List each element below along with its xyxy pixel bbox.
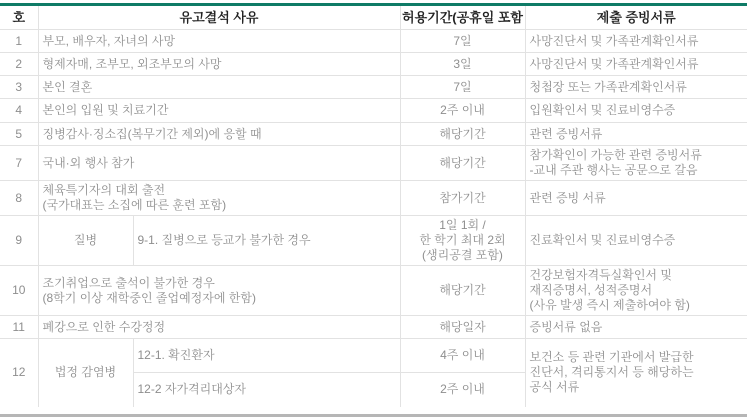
- period-line: (생리공결 포함): [422, 248, 503, 262]
- cell-sub-reason: 12-2 자가격리대상자: [133, 373, 400, 407]
- cell-docs: [525, 146, 747, 181]
- cell-docs: 진료확인서 및 진료비영수증: [525, 216, 747, 266]
- reason-line: (국가대표는 소집에 따른 훈련 포함): [42, 198, 227, 212]
- cell-docs: 사망진단서 및 가족관계확인서류: [525, 53, 747, 76]
- cell-sub-reason: 12-1. 확진환자: [133, 339, 400, 373]
- cell-sub-reason: 9-1. 질병으로 등교가 불가한 경우: [133, 216, 400, 266]
- cell-docs: [525, 266, 747, 316]
- cell-no: 1: [0, 30, 38, 53]
- col-header-docs: 제출 증빙서류: [525, 5, 747, 30]
- cell-docs: 사망진단서 및 가족관계확인서류: [525, 30, 747, 53]
- cell-no: 7: [0, 146, 38, 181]
- table-row: [0, 30, 747, 53]
- docs-line: -교내 주관 행사는 공문으로 갈음: [529, 163, 698, 177]
- cell-docs: 입원확인서 및 진료비영수증: [525, 99, 747, 123]
- docs-line: 건강보험자격득실확인서 및: [529, 268, 672, 282]
- cell-period: 7일: [400, 76, 525, 99]
- cell-docs: 증빙서류 없음: [525, 316, 747, 339]
- cell-no: 3: [0, 76, 38, 99]
- cell-no: 9: [0, 216, 38, 266]
- cell-reason: [38, 266, 400, 316]
- bottom-divider: [0, 414, 747, 417]
- cell-reason: 부모, 배우자, 자녀의 사망: [38, 30, 400, 53]
- cell-docs: 관련 증빙 서류: [525, 181, 747, 216]
- cell-no: 2: [0, 53, 38, 76]
- docs-line: (사유 발생 즉시 제출하여야 함): [529, 298, 690, 312]
- cell-reason: 본인의 입원 및 치료기간: [38, 99, 400, 123]
- table-row: [0, 53, 747, 76]
- table-row: [0, 123, 747, 146]
- table-row: [0, 266, 747, 316]
- cell-reason: 징병감사·징소집(복무기간 제외)에 응할 때: [38, 123, 400, 146]
- table-row: [0, 181, 747, 216]
- header-row: [0, 5, 747, 30]
- cell-no: 4: [0, 99, 38, 123]
- col-header-no: 호: [0, 5, 38, 30]
- table-row: [0, 146, 747, 181]
- absence-rules-table: [0, 3, 747, 407]
- cell-reason: 본인 결혼: [38, 76, 400, 99]
- cell-no: 8: [0, 181, 38, 216]
- period-line: 한 학기 최대 2회: [419, 233, 506, 247]
- cell-no: 12: [0, 339, 38, 407]
- docs-line: 참가확인이 가능한 관련 증빙서류: [529, 148, 702, 162]
- period-line: 1일 1회 /: [439, 218, 486, 232]
- cell-no: 5: [0, 123, 38, 146]
- docs-line: 진단서, 격리통지서 등 해당하는: [529, 365, 694, 380]
- cell-docs: 청첩장 또는 가족관계확인서류: [525, 76, 747, 99]
- table-row: [0, 339, 747, 373]
- cell-period: 7일: [400, 30, 525, 53]
- reason-line: 체육특기자의 대회 출전: [42, 183, 166, 197]
- reason-line: 조기취업으로 출석이 불가한 경우: [42, 275, 215, 290]
- cell-reason: 국내·외 행사 참가: [38, 146, 400, 181]
- cell-category: 질병: [38, 216, 133, 266]
- cell-period: 해당기간: [400, 123, 525, 146]
- table-row: [0, 76, 747, 99]
- cell-period: 해당기간: [400, 146, 525, 181]
- docs-line: 보건소 등 관련 기관에서 발급한: [529, 350, 694, 365]
- cell-no: 10: [0, 266, 38, 316]
- cell-reason: [38, 181, 400, 216]
- col-header-reason: 유고결석 사유: [38, 5, 400, 30]
- cell-period: 참가기간: [400, 181, 525, 216]
- table-row: [0, 316, 747, 339]
- cell-reason: 폐강으로 인한 수강정정: [38, 316, 400, 339]
- docs-line: 재직증명서, 성적증명서: [529, 283, 653, 297]
- table-row: [0, 216, 747, 266]
- cell-docs: 관련 증빙서류: [525, 123, 747, 146]
- cell-category: 법정 감염병: [38, 339, 133, 407]
- cell-period: [400, 216, 525, 266]
- cell-period: 2주 이내: [400, 99, 525, 123]
- reason-line: (8학기 이상 재학중인 졸업예정자에 한함): [42, 290, 256, 305]
- cell-reason: 형제자매, 조부모, 외조부모의 사망: [38, 53, 400, 76]
- col-header-period: 허용기간(공휴일 포함: [400, 5, 525, 30]
- cell-docs: [525, 339, 747, 407]
- cell-period: 해당기간: [400, 266, 525, 316]
- table-row: [0, 99, 747, 123]
- cell-period: 2주 이내: [400, 373, 525, 407]
- cell-period: 해당일자: [400, 316, 525, 339]
- cell-period: 4주 이내: [400, 339, 525, 373]
- docs-line: 공식 서류: [529, 380, 580, 395]
- cell-no: 11: [0, 316, 38, 339]
- cell-period: 3일: [400, 53, 525, 76]
